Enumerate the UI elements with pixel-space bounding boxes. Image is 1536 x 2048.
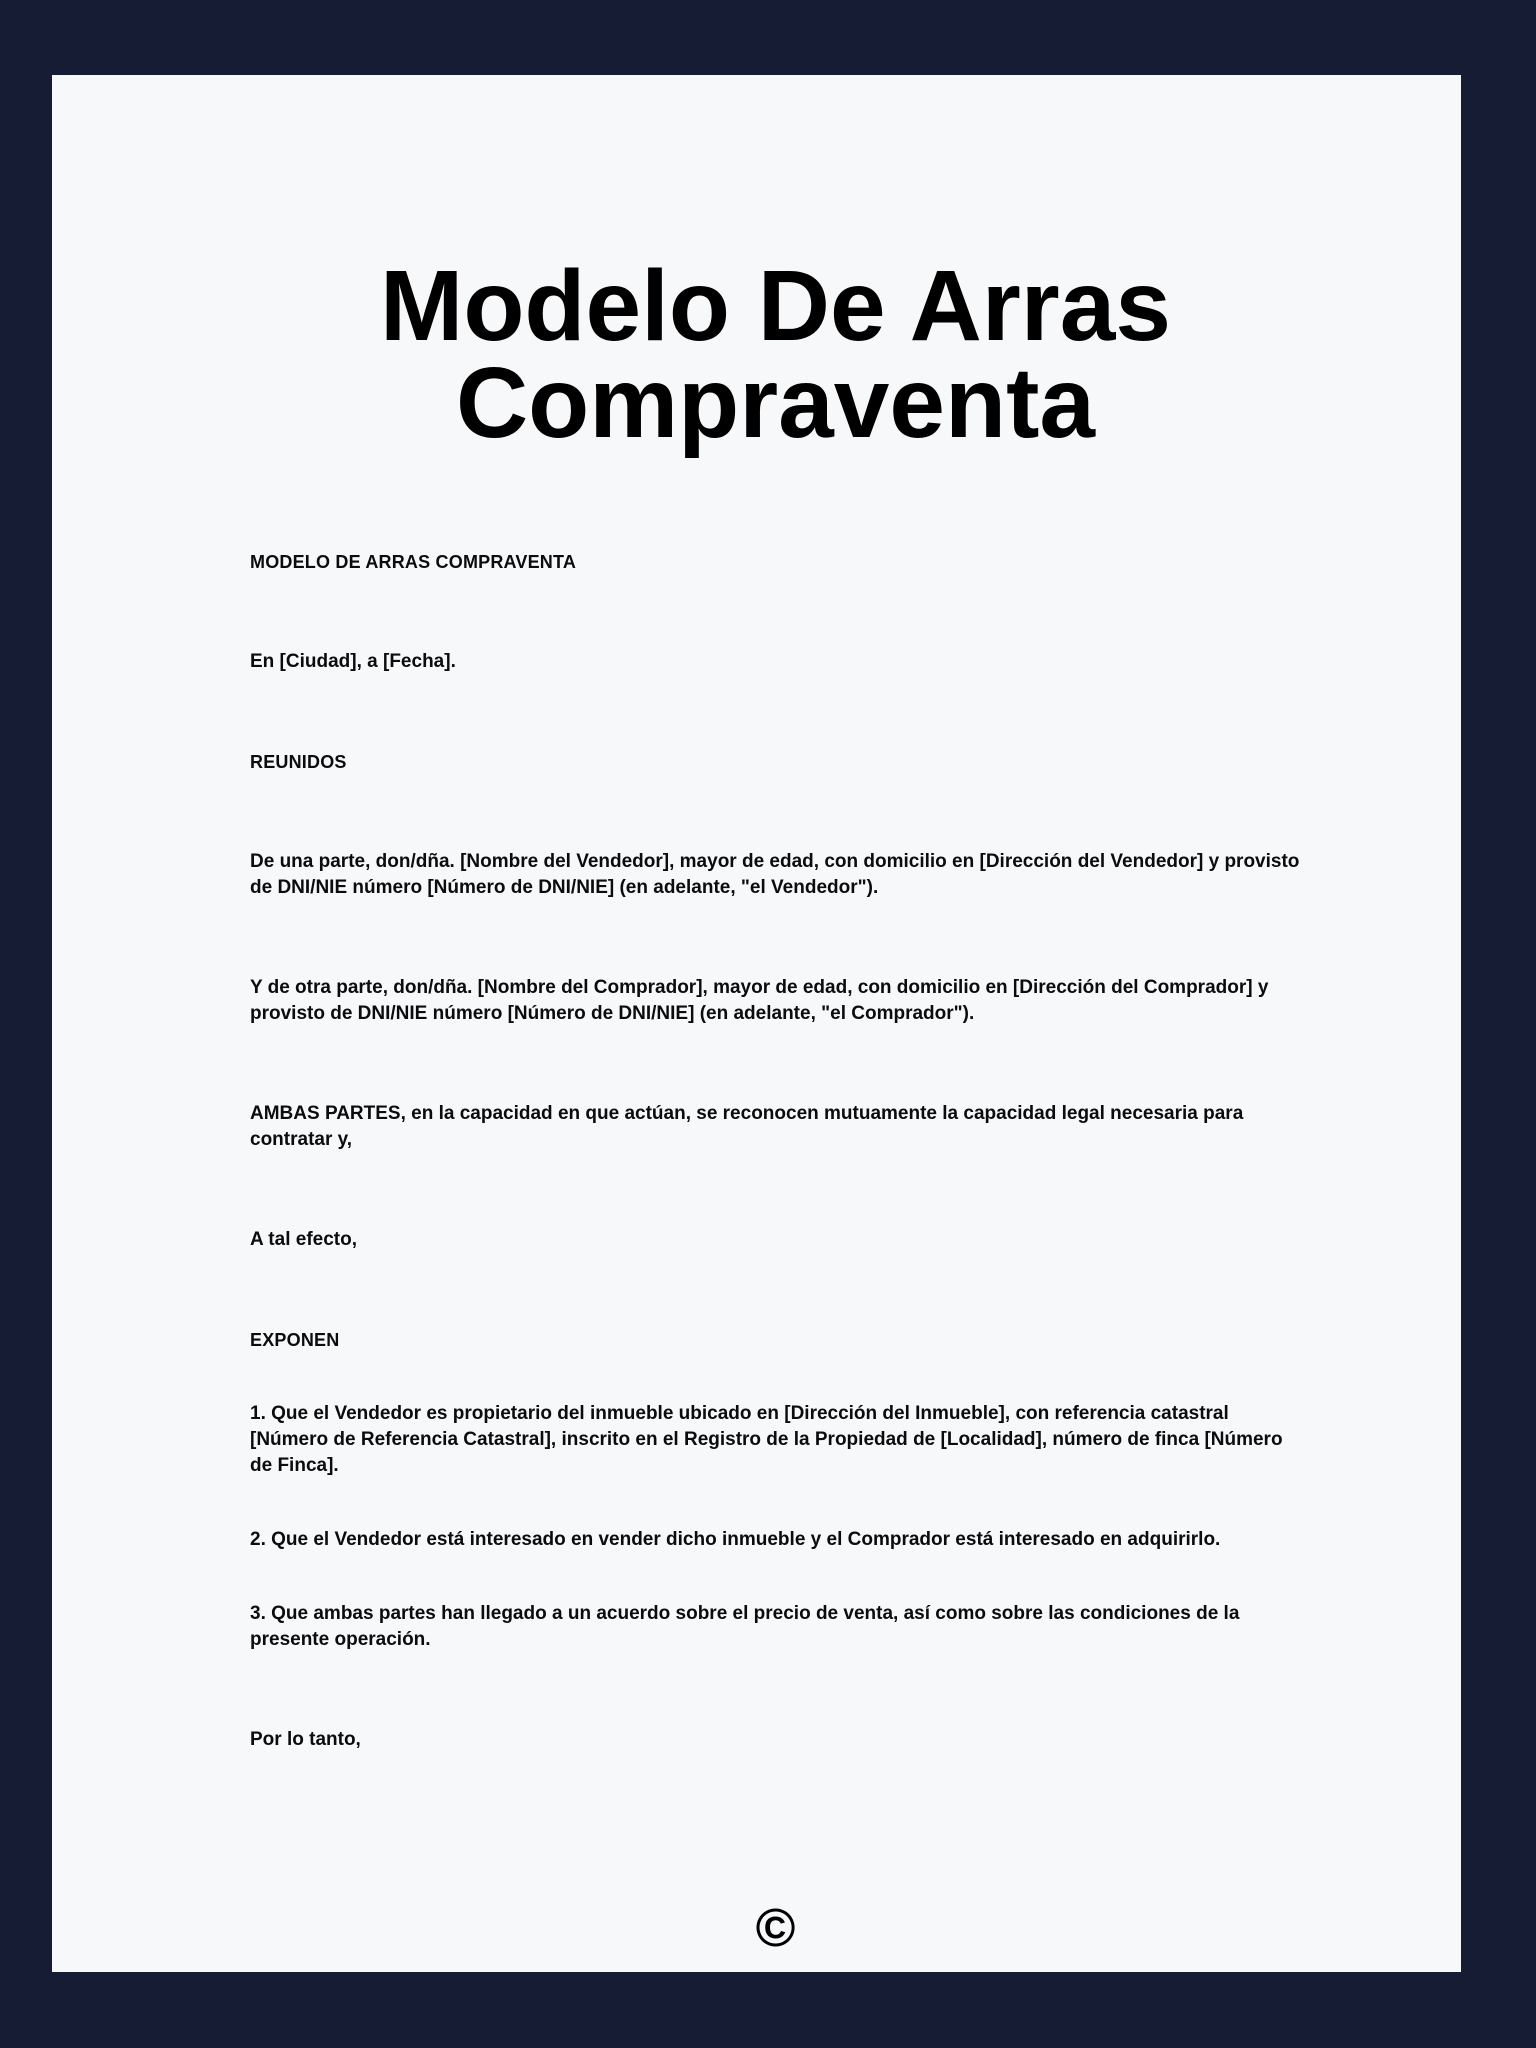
section-heading-exponen: EXPONEN (250, 1330, 340, 1350)
paragraph-city-date: En [Ciudad], a [Fecha]. (250, 651, 456, 672)
paragraph-exponen-3: 3. Que ambas partes han llegado a un acuerdo sobre el precio de venta, así como sobre las condiciones de la presente operación. (250, 1603, 1240, 1650)
paragraph-exponen-2: 2. Que el Vendedor está interesado en vender dicho inmueble y el Comprador está interesado en adquirirlo. (250, 1529, 1221, 1550)
copyright-icon: © (755, 1898, 796, 1958)
document-title: Modelo De Arras Compraventa (380, 250, 1171, 459)
paragraph-buyer: Y de otra parte, don/dña. [Nombre del Comprador], mayor de edad, con domicilio en [Dirección del Comprador] y provisto de DNI/NIE número [Número de DNI/NIE] (en adelante, "el Comprador"). (250, 977, 1269, 1024)
paragraph-por-lo-tanto: Por lo tanto, (250, 1729, 361, 1750)
paragraph-both-parties: AMBAS PARTES, en la capacidad en que actúan, se reconocen mutuamente la capacidad legal necesaria para contratar y, (250, 1103, 1244, 1150)
paragraph-exponen-1: 1. Que el Vendedor es propietario del inmueble ubicado en [Dirección del Inmueble], con referencia catastral [Número de Referencia Catastral], inscrito en el Registro de la Propiedad de [Localidad], número de finca [Número de Finca]. (250, 1403, 1283, 1476)
document-page (52, 75, 1461, 1972)
paragraph-seller: De una parte, don/dña. [Nombre del Vendedor], mayor de edad, con domicilio en [Dirección del Vendedor] y provisto de DNI/NIE número [Número de DNI/NIE] (en adelante, "el Vendedor"). (250, 851, 1300, 898)
document-content (52, 75, 1461, 1958)
section-heading-reunidos: REUNIDOS (250, 752, 347, 772)
section-heading-modelo: MODELO DE ARRAS COMPRAVENTA (250, 552, 577, 572)
paragraph-a-tal-efecto: A tal efecto, (250, 1229, 357, 1250)
